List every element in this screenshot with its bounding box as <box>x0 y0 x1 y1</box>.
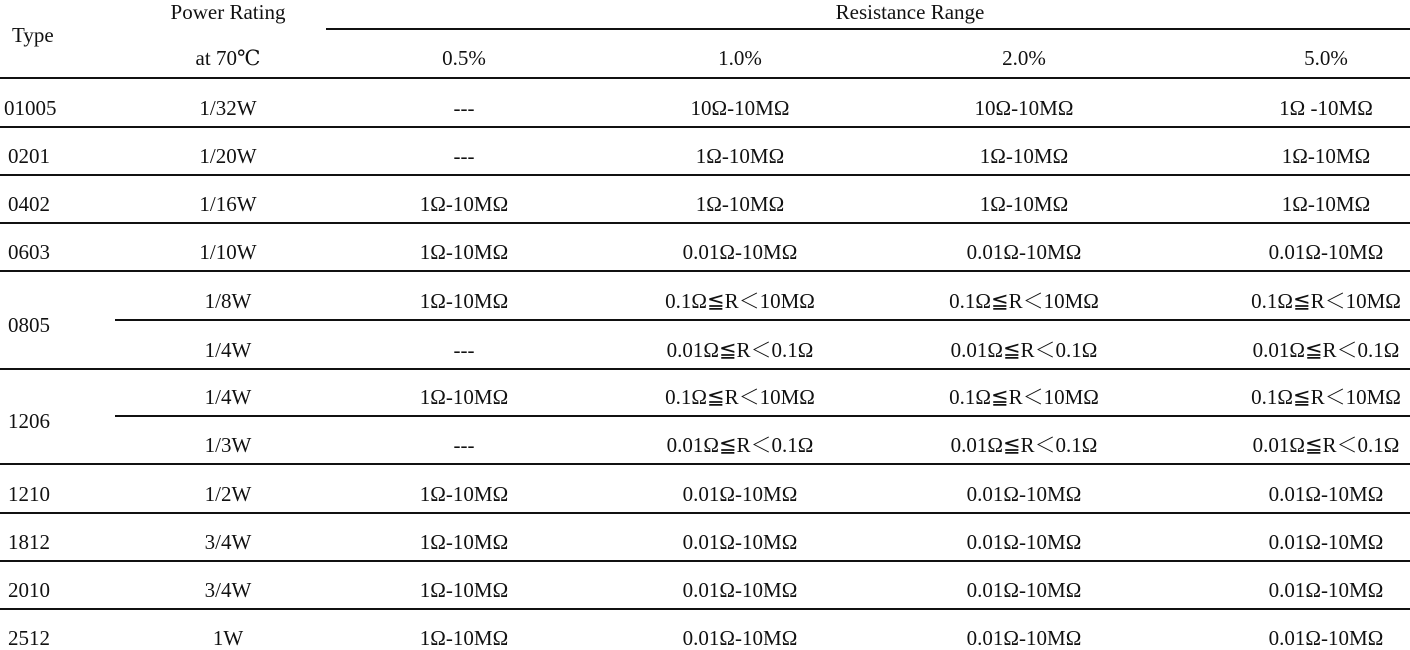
resistance-range-cell: 1Ω-10MΩ <box>1281 144 1371 168</box>
header-resistance-range: Resistance Range <box>835 0 985 24</box>
resistance-range-cell: 1Ω-10MΩ <box>1281 192 1371 216</box>
header-power-temperature: at 70℃ <box>195 46 261 70</box>
resistance-range-cell: 0.1Ω≦R＜10MΩ <box>665 385 815 409</box>
power-rating-cell: 1/3W <box>204 433 252 457</box>
power-rating-cell: 1/4W <box>204 385 252 409</box>
resistance-range-cell: 1Ω-10MΩ <box>419 289 509 313</box>
power-rating-cell: 1/32W <box>199 96 257 120</box>
type-cell: 1812 <box>8 530 50 554</box>
row-divider <box>115 319 1410 321</box>
resistance-range-cell: 0.01Ω-10MΩ <box>1268 578 1384 602</box>
type-cell: 1206 <box>8 409 50 433</box>
resistance-range-cell: 0.01Ω≦R＜0.1Ω <box>666 338 814 362</box>
power-rating-cell: 3/4W <box>204 578 252 602</box>
resistance-range-cell: 0.01Ω≦R＜0.1Ω <box>666 433 814 457</box>
resistance-range-cell: 0.01Ω-10MΩ <box>682 578 798 602</box>
resistance-range-cell: 0.01Ω-10MΩ <box>1268 626 1384 650</box>
resistance-range-cell: 1Ω -10MΩ <box>1279 96 1373 120</box>
header-tolerance: 2.0% <box>1002 46 1046 70</box>
header-divider <box>326 28 1410 30</box>
resistance-range-cell: 0.01Ω-10MΩ <box>1268 240 1384 264</box>
type-cell: 0402 <box>8 192 50 216</box>
resistance-range-cell: 0.01Ω≦R＜0.1Ω <box>1252 433 1400 457</box>
power-rating-cell: 1/2W <box>204 482 252 506</box>
header-tolerance: 1.0% <box>718 46 762 70</box>
resistance-range-cell: 1Ω-10MΩ <box>695 144 785 168</box>
resistance-range-cell: 1Ω-10MΩ <box>419 626 509 650</box>
resistance-range-cell: 0.01Ω-10MΩ <box>682 530 798 554</box>
resistance-range-cell: 1Ω-10MΩ <box>419 192 509 216</box>
resistance-range-cell: 1Ω-10MΩ <box>979 144 1069 168</box>
power-rating-cell: 1/16W <box>199 192 257 216</box>
resistance-range-cell: 1Ω-10MΩ <box>979 192 1069 216</box>
resistance-range-cell: 10Ω-10MΩ <box>974 96 1074 120</box>
resistance-range-cell: 0.1Ω≦R＜10MΩ <box>1251 289 1401 313</box>
row-divider <box>115 415 1410 417</box>
power-rating-cell: 3/4W <box>204 530 252 554</box>
resistance-range-cell: 0.01Ω-10MΩ <box>682 240 798 264</box>
resistance-range-cell: 1Ω-10MΩ <box>419 385 509 409</box>
row-divider <box>0 560 1410 562</box>
resistance-range-cell: --- <box>453 338 475 362</box>
resistance-range-cell: 1Ω-10MΩ <box>419 578 509 602</box>
resistance-range-cell: 0.01Ω-10MΩ <box>966 530 1082 554</box>
resistance-range-cell: 0.01Ω-10MΩ <box>966 240 1082 264</box>
resistance-range-cell: 0.1Ω≦R＜10MΩ <box>1251 385 1401 409</box>
row-divider <box>0 368 1410 370</box>
resistance-range-cell: 0.01Ω≦R＜0.1Ω <box>950 338 1098 362</box>
row-divider <box>0 126 1410 128</box>
power-rating-cell: 1/10W <box>199 240 257 264</box>
row-divider <box>0 512 1410 514</box>
power-rating-cell: 1/4W <box>204 338 252 362</box>
row-divider <box>0 174 1410 176</box>
resistance-range-cell: 0.01Ω-10MΩ <box>682 626 798 650</box>
type-cell: 1210 <box>8 482 50 506</box>
power-rating-cell: 1/8W <box>204 289 252 313</box>
resistance-range-cell: 0.01Ω-10MΩ <box>682 482 798 506</box>
row-divider <box>0 463 1410 465</box>
type-cell: 0805 <box>8 313 50 337</box>
header-bottom-rule <box>0 77 1410 79</box>
resistance-range-cell: 1Ω-10MΩ <box>419 240 509 264</box>
row-divider <box>0 608 1410 610</box>
resistance-range-cell: 1Ω-10MΩ <box>419 482 509 506</box>
resistance-range-cell: 0.01Ω≦R＜0.1Ω <box>950 433 1098 457</box>
header-tolerance: 0.5% <box>442 46 486 70</box>
resistance-range-cell: 0.01Ω-10MΩ <box>966 482 1082 506</box>
resistance-range-cell: 0.1Ω≦R＜10MΩ <box>665 289 815 313</box>
resistance-range-cell: 1Ω-10MΩ <box>695 192 785 216</box>
resistance-range-cell: 0.01Ω-10MΩ <box>966 626 1082 650</box>
resistance-range-cell: --- <box>453 144 475 168</box>
row-divider <box>0 270 1410 272</box>
resistance-range-cell: 0.01Ω-10MΩ <box>966 578 1082 602</box>
resistance-range-cell: 0.01Ω-10MΩ <box>1268 530 1384 554</box>
header-tolerance: 5.0% <box>1304 46 1348 70</box>
type-cell: 0201 <box>8 144 50 168</box>
type-cell: 0603 <box>8 240 50 264</box>
header-type: Type <box>12 23 54 47</box>
resistance-range-cell: 10Ω-10MΩ <box>690 96 790 120</box>
resistance-range-cell: --- <box>453 433 475 457</box>
power-rating-cell: 1W <box>212 626 244 650</box>
resistance-range-cell: 0.01Ω-10MΩ <box>1268 482 1384 506</box>
resistance-range-cell: 0.1Ω≦R＜10MΩ <box>949 385 1099 409</box>
resistance-range-cell: 1Ω-10MΩ <box>419 530 509 554</box>
header-power-rating: Power Rating <box>170 0 286 24</box>
type-cell: 01005 <box>4 96 57 120</box>
resistance-range-cell: --- <box>453 96 475 120</box>
power-rating-cell: 1/20W <box>199 144 257 168</box>
resistance-range-cell: 0.1Ω≦R＜10MΩ <box>949 289 1099 313</box>
type-cell: 2512 <box>8 626 50 650</box>
resistance-range-cell: 0.01Ω≦R＜0.1Ω <box>1252 338 1400 362</box>
row-divider <box>0 222 1410 224</box>
type-cell: 2010 <box>8 578 50 602</box>
